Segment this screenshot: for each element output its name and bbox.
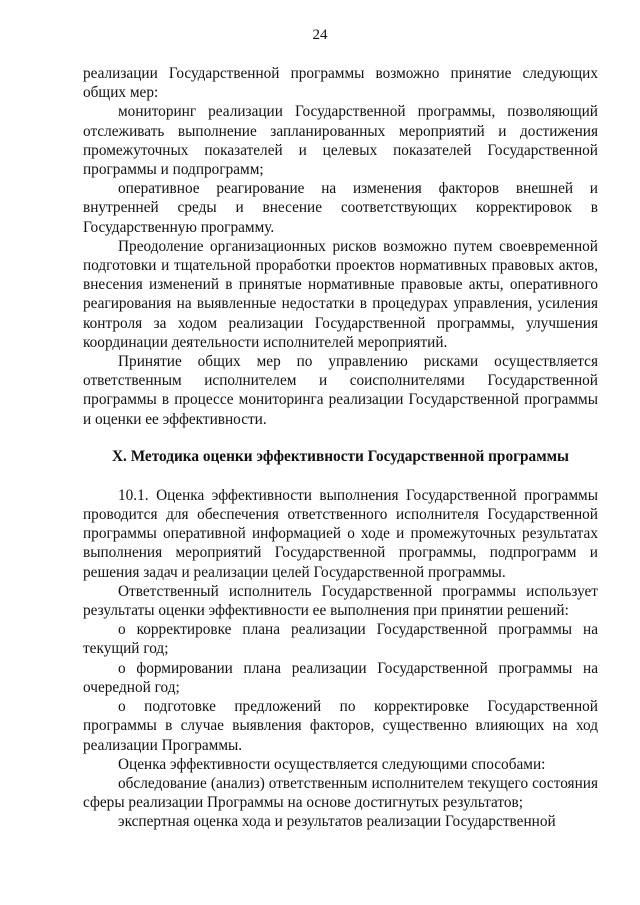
paragraphs-after-heading: [83, 486, 598, 832]
paragraph: Ответственный исполнитель Государственной программы использует результаты оценки эффективности ее выполнения при принятии решений:: [83, 582, 598, 620]
paragraph: 10.1. Оценка эффективности выполнения Государственной программы проводится для обеспечения ответственного исполнителя Государственной программы оперативной информацией о ходе и промежуточных результатах выполнения мероприятий Государственной программы, подпрограмм и решения задач и реализации целей Государственной программы.: [83, 486, 598, 581]
paragraph: Оценка эффективности осуществляется следующими способами:: [118, 755, 546, 773]
paragraph: обследование (анализ) ответственным исполнителем текущего состояния сферы реализации Программы на основе достигнутых результатов;: [83, 774, 598, 812]
paragraph: мониторинг реализации Государственной программы, позволяющий отслеживать выполнение запланированных мероприятий и достижения промежуточных показателей и целевых показателей Государственной программы и подпрограмм;: [83, 103, 598, 179]
section-heading: X. Методика оценки эффективности Государственной программы: [112, 447, 569, 465]
paragraphs-before-heading: [83, 64, 598, 429]
paragraph: о подготовке предложений по корректировке Государственной программы в случае выявления факторов, существенно влияющих на ход реализации Программы.: [83, 698, 598, 754]
page-number: 24: [312, 27, 328, 43]
paragraph: экспертная оценка хода и результатов реализации Государственной: [118, 813, 556, 831]
paragraph: Преодоление организационных рисков возможно путем своевременной подготовки и тщательной проработки проектов нормативных правовых актов, внесения изменений в принятые нормативные правовые акты, оперативного реагирования на выявленные недостатки в процедурах управления, усиления контроля за ходом реализации Государственной программы, улучшения координации деятельности исполнителей мероприятий.: [83, 237, 598, 351]
paragraph: оперативное реагирование на изменения факторов внешней и внутренней среды и внесение соответствующих корректировок в Государственную программу.: [83, 180, 598, 236]
paragraph: Принятие общих мер по управлению рисками осуществляется ответственным исполнителем и соисполнителями Государственной программы в процессе мониторинга реализации Государственной программы и оценки ее эффективности.: [83, 353, 598, 428]
document-body: [83, 64, 598, 832]
paragraph: реализации Государственной программы возможно принятие следующих общих мер:: [83, 65, 598, 102]
paragraph: о формировании плана реализации Государственной программы на очередной год;: [83, 659, 598, 696]
paragraph: о корректировке плана реализации Государственной программы на текущий год;: [83, 621, 598, 658]
